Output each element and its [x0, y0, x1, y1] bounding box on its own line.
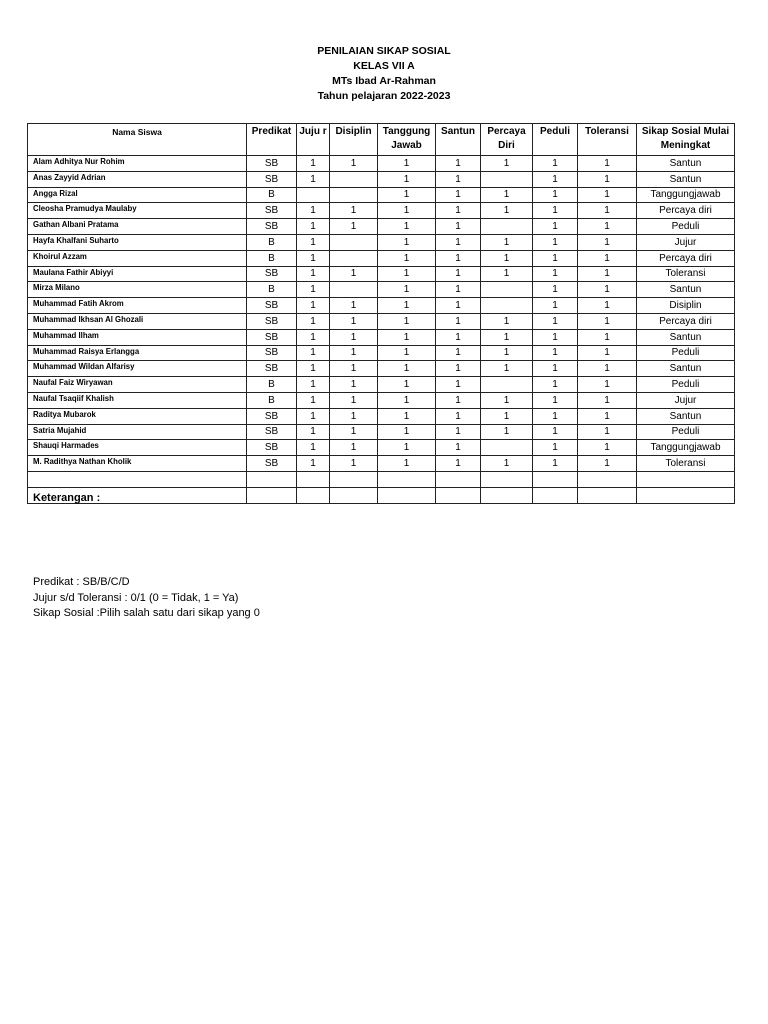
- cell-tanggung-jawab: 1: [378, 298, 436, 314]
- cell-percaya-diri: 1: [481, 156, 533, 172]
- cell-tanggung-jawab: 1: [378, 361, 436, 377]
- cell-nama: Mirza Milano: [28, 282, 247, 298]
- cell-santun: 1: [436, 266, 481, 282]
- cell-toleransi: 1: [578, 156, 637, 172]
- cell-percaya-diri: [481, 471, 533, 487]
- cell-jujur: 1: [297, 313, 330, 329]
- table-row: [28, 156, 735, 172]
- cell-sikap-sosial: Toleransi: [637, 266, 735, 282]
- cell-percaya-diri: 1: [481, 392, 533, 408]
- col-header-jujur: Juju r: [297, 124, 330, 156]
- col-header-sikap-sosial: Sikap Sosial Mulai Meningkat: [637, 124, 735, 156]
- table-body: [28, 156, 735, 504]
- cell-nama: Khoirul Azzam: [28, 250, 247, 266]
- cell-disiplin: 1: [330, 156, 378, 172]
- cell-jujur: 1: [297, 234, 330, 250]
- cell-peduli: 1: [533, 171, 578, 187]
- cell-sikap-sosial: Santun: [637, 171, 735, 187]
- cell-sikap-sosial: Peduli: [637, 219, 735, 235]
- cell-santun: 1: [436, 250, 481, 266]
- cell-tanggung-jawab: 1: [378, 282, 436, 298]
- cell-predikat: SB: [247, 440, 297, 456]
- cell-disiplin: [330, 282, 378, 298]
- cell-disiplin: [330, 487, 378, 503]
- cell-percaya-diri: [481, 377, 533, 393]
- cell-percaya-diri: [481, 440, 533, 456]
- table-row: [28, 424, 735, 440]
- cell-percaya-diri: [481, 219, 533, 235]
- cell-jujur: 1: [297, 171, 330, 187]
- table-row: [28, 456, 735, 472]
- cell-toleransi: 1: [578, 203, 637, 219]
- cell-disiplin: 1: [330, 313, 378, 329]
- cell-disiplin: 1: [330, 345, 378, 361]
- col-header-percaya-diri: Percaya Diri: [481, 124, 533, 156]
- cell-nama: Gathan Albani Pratama: [28, 219, 247, 235]
- cell-nama: Maulana Fathir Abiyyi: [28, 266, 247, 282]
- cell-disiplin: 1: [330, 408, 378, 424]
- cell-santun: 1: [436, 203, 481, 219]
- cell-sikap-sosial: Percaya diri: [637, 203, 735, 219]
- cell-percaya-diri: 1: [481, 329, 533, 345]
- academic-year: Tahun pelajaran 2022-2023: [317, 90, 451, 102]
- cell-jujur: 1: [297, 377, 330, 393]
- cell-peduli: 1: [533, 440, 578, 456]
- col-header-nama: Nama Siswa: [28, 124, 247, 156]
- cell-toleransi: 1: [578, 171, 637, 187]
- cell-santun: 1: [436, 392, 481, 408]
- cell-sikap-sosial: Peduli: [637, 377, 735, 393]
- cell-toleransi: 1: [578, 440, 637, 456]
- cell-disiplin: 1: [330, 203, 378, 219]
- cell-jujur: 1: [297, 266, 330, 282]
- cell-santun: 1: [436, 456, 481, 472]
- cell-percaya-diri: [481, 487, 533, 503]
- table-row: [28, 440, 735, 456]
- cell-tanggung-jawab: 1: [378, 377, 436, 393]
- cell-disiplin: 1: [330, 329, 378, 345]
- cell-sikap-sosial: Jujur: [637, 392, 735, 408]
- cell-percaya-diri: 1: [481, 266, 533, 282]
- cell-toleransi: 1: [578, 361, 637, 377]
- cell-predikat: SB: [247, 424, 297, 440]
- doc-title: PENILAIAN SIKAP SOSIAL: [317, 45, 451, 57]
- cell-nama: M. Radithya Nathan Kholik: [28, 456, 247, 472]
- cell-nama: [28, 471, 247, 487]
- cell-predikat: SB: [247, 313, 297, 329]
- cell-peduli: 1: [533, 456, 578, 472]
- col-header-santun: Santun: [436, 124, 481, 156]
- cell-percaya-diri: 1: [481, 408, 533, 424]
- cell-santun: 1: [436, 282, 481, 298]
- cell-santun: 1: [436, 234, 481, 250]
- cell-percaya-diri: 1: [481, 424, 533, 440]
- col-header-peduli: Peduli: [533, 124, 578, 156]
- cell-santun: [436, 487, 481, 503]
- cell-nama: Angga Rizal: [28, 187, 247, 203]
- cell-santun: 1: [436, 298, 481, 314]
- cell-santun: 1: [436, 313, 481, 329]
- col-header-disiplin: Disiplin: [330, 124, 378, 156]
- cell-sikap-sosial: [637, 487, 735, 503]
- cell-tanggung-jawab: 1: [378, 171, 436, 187]
- cell-percaya-diri: [481, 171, 533, 187]
- notes-title: Keterangan :: [33, 492, 101, 504]
- cell-jujur: 1: [297, 361, 330, 377]
- legend-section: [33, 575, 260, 622]
- cell-tanggung-jawab: 1: [378, 345, 436, 361]
- cell-disiplin: 1: [330, 377, 378, 393]
- cell-percaya-diri: 1: [481, 187, 533, 203]
- cell-toleransi: 1: [578, 456, 637, 472]
- table-header-row: [28, 124, 735, 156]
- cell-nama: Muhammad Ilham: [28, 329, 247, 345]
- cell-toleransi: [578, 487, 637, 503]
- cell-nama: Naufal Faiz Wiryawan: [28, 377, 247, 393]
- cell-peduli: [533, 471, 578, 487]
- table-row: [28, 487, 735, 503]
- table-row: [28, 313, 735, 329]
- cell-disiplin: 1: [330, 424, 378, 440]
- cell-disiplin: [330, 171, 378, 187]
- cell-toleransi: 1: [578, 234, 637, 250]
- cell-toleransi: 1: [578, 266, 637, 282]
- cell-percaya-diri: 1: [481, 250, 533, 266]
- cell-peduli: 1: [533, 156, 578, 172]
- cell-percaya-diri: [481, 298, 533, 314]
- cell-nama: Muhammad Raisya Erlangga: [28, 345, 247, 361]
- cell-percaya-diri: [481, 282, 533, 298]
- cell-sikap-sosial: Percaya diri: [637, 313, 735, 329]
- cell-disiplin: 1: [330, 440, 378, 456]
- cell-sikap-sosial: Tanggungjawab: [637, 440, 735, 456]
- cell-nama: Raditya Mubarok: [28, 408, 247, 424]
- cell-disiplin: 1: [330, 219, 378, 235]
- cell-peduli: 1: [533, 392, 578, 408]
- table-row: [28, 298, 735, 314]
- cell-peduli: 1: [533, 424, 578, 440]
- legend-predikat: Predikat : SB/B/C/D: [33, 576, 130, 588]
- cell-tanggung-jawab: 1: [378, 203, 436, 219]
- cell-sikap-sosial: Jujur: [637, 234, 735, 250]
- cell-jujur: [297, 187, 330, 203]
- table-row: [28, 234, 735, 250]
- table-row: [28, 392, 735, 408]
- cell-nama: Naufal Tsaqiif Khalish: [28, 392, 247, 408]
- cell-tanggung-jawab: 1: [378, 329, 436, 345]
- cell-sikap-sosial: Santun: [637, 329, 735, 345]
- cell-santun: 1: [436, 219, 481, 235]
- assessment-table: [27, 123, 735, 504]
- cell-jujur: 1: [297, 203, 330, 219]
- cell-disiplin: 1: [330, 298, 378, 314]
- cell-peduli: 1: [533, 377, 578, 393]
- cell-sikap-sosial: Disiplin: [637, 298, 735, 314]
- cell-sikap-sosial: Peduli: [637, 424, 735, 440]
- cell-predikat: B: [247, 234, 297, 250]
- cell-percaya-diri: 1: [481, 345, 533, 361]
- col-header-predikat: Predikat: [247, 124, 297, 156]
- cell-toleransi: 1: [578, 298, 637, 314]
- cell-predikat: SB: [247, 361, 297, 377]
- cell-predikat: SB: [247, 156, 297, 172]
- cell-jujur: 1: [297, 156, 330, 172]
- cell-santun: 1: [436, 171, 481, 187]
- cell-tanggung-jawab: 1: [378, 187, 436, 203]
- cell-percaya-diri: 1: [481, 361, 533, 377]
- cell-sikap-sosial: Santun: [637, 408, 735, 424]
- cell-peduli: 1: [533, 298, 578, 314]
- table-row: [28, 329, 735, 345]
- cell-predikat: SB: [247, 345, 297, 361]
- school-name: MTs Ibad Ar-Rahman: [332, 75, 436, 87]
- cell-jujur: 1: [297, 408, 330, 424]
- cell-nama: Hayfa Khalfani Suharto: [28, 234, 247, 250]
- cell-santun: 1: [436, 361, 481, 377]
- legend-sikap: Sikap Sosial :Pilih salah satu dari sikap yang 0: [33, 607, 260, 619]
- table-row: [28, 171, 735, 187]
- cell-jujur: 1: [297, 298, 330, 314]
- cell-predikat: SB: [247, 329, 297, 345]
- cell-percaya-diri: 1: [481, 203, 533, 219]
- cell-tanggung-jawab: 1: [378, 440, 436, 456]
- cell-toleransi: 1: [578, 424, 637, 440]
- cell-santun: 1: [436, 156, 481, 172]
- cell-predikat: SB: [247, 298, 297, 314]
- cell-percaya-diri: 1: [481, 456, 533, 472]
- legend-values: Jujur s/d Toleransi : 0/1 (0 = Tidak, 1 = Ya): [33, 591, 239, 604]
- cell-toleransi: 1: [578, 313, 637, 329]
- cell-sikap-sosial: Santun: [637, 361, 735, 377]
- cell-jujur: 1: [297, 219, 330, 235]
- cell-jujur: 1: [297, 345, 330, 361]
- cell-sikap-sosial: Santun: [637, 156, 735, 172]
- cell-disiplin: 1: [330, 266, 378, 282]
- cell-jujur: 1: [297, 440, 330, 456]
- cell-predikat: B: [247, 187, 297, 203]
- cell-peduli: 1: [533, 234, 578, 250]
- cell-jujur: [297, 471, 330, 487]
- cell-predikat: SB: [247, 456, 297, 472]
- cell-nama: Muhammad Wildan Alfarisy: [28, 361, 247, 377]
- cell-sikap-sosial: Tanggungjawab: [637, 187, 735, 203]
- table-row: [28, 282, 735, 298]
- cell-tanggung-jawab: [378, 471, 436, 487]
- cell-disiplin: [330, 250, 378, 266]
- cell-santun: 1: [436, 377, 481, 393]
- cell-toleransi: 1: [578, 282, 637, 298]
- cell-peduli: 1: [533, 345, 578, 361]
- cell-percaya-diri: 1: [481, 313, 533, 329]
- cell-santun: 1: [436, 408, 481, 424]
- cell-peduli: 1: [533, 361, 578, 377]
- cell-santun: 1: [436, 345, 481, 361]
- cell-toleransi: 1: [578, 250, 637, 266]
- table-row: [28, 361, 735, 377]
- cell-toleransi: [578, 471, 637, 487]
- cell-disiplin: 1: [330, 361, 378, 377]
- cell-toleransi: 1: [578, 408, 637, 424]
- cell-jujur: 1: [297, 392, 330, 408]
- cell-peduli: 1: [533, 250, 578, 266]
- cell-santun: [436, 471, 481, 487]
- cell-tanggung-jawab: 1: [378, 156, 436, 172]
- cell-tanggung-jawab: 1: [378, 424, 436, 440]
- cell-predikat: [247, 487, 297, 503]
- cell-peduli: [533, 487, 578, 503]
- cell-disiplin: [330, 471, 378, 487]
- col-header-tanggung-jawab: Tanggung Jawab: [378, 124, 436, 156]
- cell-sikap-sosial: [637, 471, 735, 487]
- cell-predikat: B: [247, 377, 297, 393]
- table-row: [28, 471, 735, 487]
- cell-peduli: 1: [533, 187, 578, 203]
- cell-santun: 1: [436, 329, 481, 345]
- cell-predikat: SB: [247, 266, 297, 282]
- cell-nama: Satria Mujahid: [28, 424, 247, 440]
- cell-santun: 1: [436, 187, 481, 203]
- cell-jujur: 1: [297, 329, 330, 345]
- cell-predikat: SB: [247, 408, 297, 424]
- table-row: [28, 408, 735, 424]
- cell-peduli: 1: [533, 266, 578, 282]
- table-row: [28, 203, 735, 219]
- cell-predikat: [247, 471, 297, 487]
- cell-peduli: 1: [533, 282, 578, 298]
- cell-nama: Cleosha Pramudya Maulaby: [28, 203, 247, 219]
- cell-nama: Muhammad Ikhsan Al Ghozali: [28, 313, 247, 329]
- cell-toleransi: 1: [578, 329, 637, 345]
- cell-peduli: 1: [533, 313, 578, 329]
- cell-predikat: B: [247, 392, 297, 408]
- cell-tanggung-jawab: [378, 487, 436, 503]
- notes-section: [33, 492, 100, 504]
- table-row: [28, 219, 735, 235]
- cell-disiplin: 1: [330, 456, 378, 472]
- cell-santun: 1: [436, 424, 481, 440]
- cell-predikat: B: [247, 250, 297, 266]
- cell-nama: Muhammad Fatih Akrom: [28, 298, 247, 314]
- table-row: [28, 187, 735, 203]
- cell-toleransi: 1: [578, 219, 637, 235]
- cell-sikap-sosial: Peduli: [637, 345, 735, 361]
- cell-nama: Alam Adhitya Nur Rohim: [28, 156, 247, 172]
- table-row: [28, 345, 735, 361]
- cell-jujur: 1: [297, 456, 330, 472]
- cell-disiplin: 1: [330, 392, 378, 408]
- cell-percaya-diri: 1: [481, 234, 533, 250]
- cell-sikap-sosial: Santun: [637, 282, 735, 298]
- cell-jujur: 1: [297, 424, 330, 440]
- cell-tanggung-jawab: 1: [378, 456, 436, 472]
- cell-toleransi: 1: [578, 345, 637, 361]
- cell-sikap-sosial: Percaya diri: [637, 250, 735, 266]
- cell-jujur: 1: [297, 282, 330, 298]
- table-row: [28, 266, 735, 282]
- cell-jujur: 1: [297, 250, 330, 266]
- cell-peduli: 1: [533, 329, 578, 345]
- document-header: [0, 44, 768, 104]
- cell-predikat: SB: [247, 219, 297, 235]
- table-row: [28, 250, 735, 266]
- cell-predikat: SB: [247, 171, 297, 187]
- cell-peduli: 1: [533, 408, 578, 424]
- cell-tanggung-jawab: 1: [378, 313, 436, 329]
- cell-disiplin: [330, 234, 378, 250]
- cell-peduli: 1: [533, 203, 578, 219]
- class-label: KELAS VII A: [353, 60, 415, 72]
- cell-nama: Anas Zayyid Adrian: [28, 171, 247, 187]
- cell-tanggung-jawab: 1: [378, 234, 436, 250]
- cell-tanggung-jawab: 1: [378, 408, 436, 424]
- cell-jujur: [297, 487, 330, 503]
- cell-tanggung-jawab: 1: [378, 219, 436, 235]
- cell-disiplin: [330, 187, 378, 203]
- cell-toleransi: 1: [578, 377, 637, 393]
- cell-toleransi: 1: [578, 392, 637, 408]
- cell-tanggung-jawab: 1: [378, 392, 436, 408]
- cell-peduli: 1: [533, 219, 578, 235]
- cell-predikat: SB: [247, 203, 297, 219]
- cell-toleransi: 1: [578, 187, 637, 203]
- col-header-toleransi: Toleransi: [578, 124, 637, 156]
- table-row: [28, 377, 735, 393]
- cell-tanggung-jawab: 1: [378, 266, 436, 282]
- cell-santun: 1: [436, 440, 481, 456]
- cell-nama: Shauqi Harmades: [28, 440, 247, 456]
- cell-predikat: B: [247, 282, 297, 298]
- cell-tanggung-jawab: 1: [378, 250, 436, 266]
- cell-sikap-sosial: Toleransi: [637, 456, 735, 472]
